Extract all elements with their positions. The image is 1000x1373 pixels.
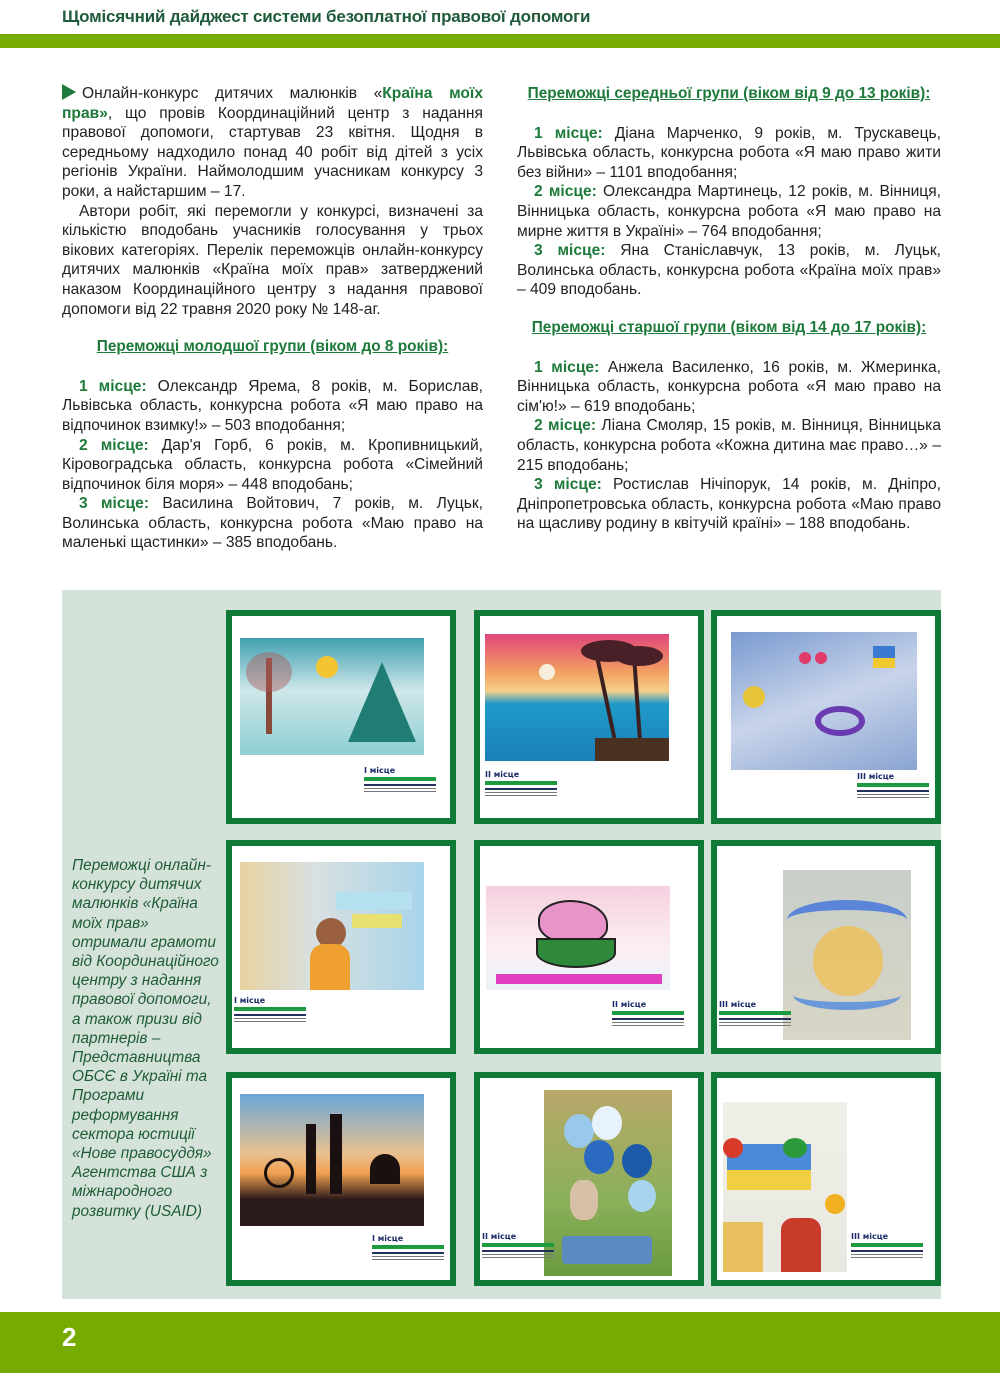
certificate-label: [857, 772, 929, 800]
certificate-label: [719, 1000, 791, 1028]
place-label: 1 місце:: [534, 124, 603, 142]
certificate-place: I місце: [234, 996, 266, 1005]
digest-title: Щомісячний дайджест системи безоплатної правової допомоги: [62, 7, 591, 26]
winner-text: Василина Войтович, 7 років, м. Луцьк, Волинська область, конкурсна робота «Маю право на маленькі щастинки» – 385 вподобань.: [62, 495, 484, 552]
certificate-place: I місце: [364, 766, 396, 775]
drawing-blooming-country: [723, 1102, 847, 1272]
winner-text: Олександр Ярема, 8 років, м. Борислав, Львівська область, конкурсна робота «Я маю право на відпочинок взимку!» – 503 вподобання;: [62, 377, 483, 434]
winner-text: Анжела Василенко, 16 років, м. Жмеринка, Вінницька область, конкурсна робота «Я маю право на сім'ю!» – 619 вподобань;: [517, 358, 941, 415]
contest-name: Країна моїх прав»: [62, 85, 483, 122]
intro-text-start: Онлайн-конкурс дитячих малюнків «: [82, 85, 383, 102]
certificate-label: [372, 1234, 444, 1262]
intro-paragraph: [62, 84, 483, 202]
drawing-seaside: [485, 634, 669, 761]
certificate-place: II місце: [612, 1000, 647, 1009]
arrow-right-icon: [62, 84, 76, 100]
certificate-place: I місце: [372, 1234, 404, 1243]
winner-entry: [517, 475, 941, 534]
winner-entry: [517, 416, 941, 475]
winner-entry: [62, 377, 483, 436]
place-label: 2 місце:: [79, 436, 149, 454]
certificate-place: II місце: [482, 1232, 517, 1241]
winner-text: Дар'я Горб, 6 років, м. Кропивницький, Кіровоградська область, конкурсна робота «Сімейний відпочинок біля моря» – 448 вподобань;: [62, 436, 483, 493]
place-label: 3 місце:: [79, 495, 150, 513]
group-heading-junior: Переможці молодшої групи (віком до 8 років):: [96, 338, 449, 356]
certificate-card: [711, 610, 941, 824]
winner-text: Ліана Смоляр, 15 років, м. Вінниця, Вінницька область, конкурсна робота «Кожна дитина має право…» – 215 вподобань;: [517, 417, 942, 474]
footer-band: [0, 1312, 1000, 1373]
place-label: 2 місце:: [534, 183, 597, 201]
place-label: 3 місце:: [534, 242, 606, 260]
certificate-card: [474, 840, 704, 1054]
group-heading-senior: Переможці старшої групи (віком від 14 до 17 років):: [531, 318, 927, 336]
winner-text: Яна Станіславчук, 13 років, м. Луцьк, Волинська область, конкурсна робота «Країна моїх прав» – 409 вподобань.: [517, 242, 941, 299]
certificate-place: III місце: [851, 1232, 889, 1241]
drawing-family: [240, 1094, 424, 1226]
certificate-card: [474, 610, 704, 824]
certificate-label: [482, 1232, 554, 1260]
winner-text: Діана Марченко, 9 років, м. Трускавець, Львівська область, конкурсна робота «Я маю право жити без війни» – 1101 вподобання;: [517, 124, 941, 181]
drawing-rights-country: [731, 632, 917, 770]
certificate-card: [711, 1072, 941, 1286]
gallery-caption: Переможці онлайн-конкурсу дитячих малюнків «Країна моїх прав» отримали грамоти від Координаційного центру з надання правової допомоги, а також призи від партнерів – Представництва ОБСЄ в Україні та Програми реформування сектора юстиції «Нове правосуддя» Агентства США з міжнародного розвитку (USAID): [72, 857, 219, 1220]
place-label: 2 місце:: [534, 417, 597, 435]
winner-entry: [62, 494, 483, 553]
drawing-dove: [486, 886, 670, 990]
right-column: [517, 84, 941, 534]
certificate-place: III місце: [719, 1000, 757, 1009]
winner-entry: [62, 436, 483, 495]
certificate-place: II місце: [485, 770, 520, 779]
group-heading-middle: Переможці середньої групи (віком від 9 до 13 років):: [527, 85, 931, 102]
certificate-card: [226, 840, 456, 1054]
drawing-winter: [240, 638, 424, 755]
drawing-love-balloons: [544, 1090, 672, 1276]
certificate-label: [851, 1232, 923, 1260]
certificate-label: [612, 1000, 684, 1028]
winner-text: Ростислав Нічіпорук, 14 років, м. Дніпро, Дніпропетровська область, конкурсна робота «Маю право на щасливу родину в квітучій країні» – 188 вподобань.: [517, 476, 942, 533]
page-number: 2: [62, 1322, 77, 1352]
certificate-card: [226, 1072, 456, 1286]
certificate-label: [485, 770, 557, 798]
certificate-card: [226, 610, 456, 824]
certificate-card: [711, 840, 941, 1054]
winner-entry: [517, 358, 941, 417]
certificate-place: III місце: [857, 772, 895, 781]
drawing-firebird: [783, 870, 911, 1040]
winner-entry: [517, 124, 941, 183]
certificate-label: [364, 766, 436, 794]
intro-text-rest: , що провів Координаційний центр з надання правової допомоги, стартував 23 квітня. Щодня в середньому надходило понад 40 робіт від дітей з усіх регіонів України. Наймолодшим учасникам конкурсу 3 роки, а найстаршим – 17.: [62, 104, 483, 200]
place-label: 1 місце:: [79, 377, 147, 395]
results-paragraph: Автори робіт, які перемогли у конкурсі, визначені за кількістю вподобань учасників голосування у трьох вікових категоріях. Перелік переможців онлайн-конкурсу дитячих малюнків «Країна моїх прав» затверджений наказом Координаційного центру з надання правової допомоги від 22 травня 2020 року № 148-аг.: [62, 202, 483, 318]
winner-entry: [517, 182, 941, 241]
place-label: 1 місце:: [534, 358, 600, 376]
certificate-card: [474, 1072, 704, 1286]
winner-entry: [517, 241, 941, 300]
place-label: 3 місце:: [534, 476, 602, 494]
header-band: [0, 34, 1000, 48]
drawing-girl: [240, 862, 424, 990]
certificate-label: [234, 996, 306, 1024]
left-column: [62, 84, 483, 553]
winner-text: Олександра Мартинець, 12 років, м. Вінниця, Вінницька область, конкурсна робота «Я маю право на мирне життя в Україні» – 764 вподобання;: [517, 183, 941, 240]
certificates-gallery: [62, 590, 941, 1299]
